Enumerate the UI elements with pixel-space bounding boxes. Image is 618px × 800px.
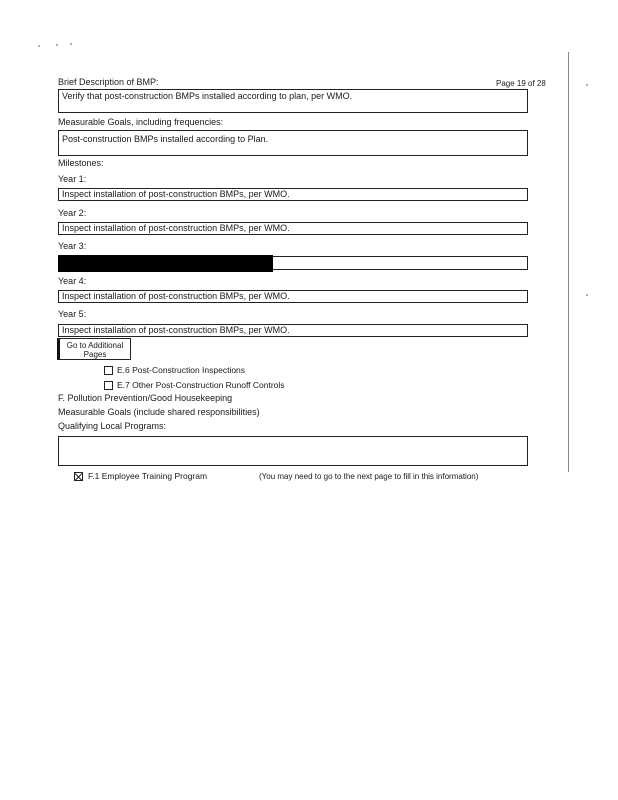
scan-speck (56, 44, 58, 46)
section-f-goals-label: Measurable Goals (include shared responsibilities) (58, 407, 260, 417)
year-4-label: Year 4: (58, 276, 87, 286)
scan-speck (38, 45, 40, 47)
year-5-label: Year 5: (58, 309, 87, 319)
measurable-goals-label: Measurable Goals, including frequencies: (58, 117, 224, 127)
e6-checkbox[interactable] (104, 366, 113, 375)
scan-speck (70, 43, 72, 45)
year-2-label: Year 2: (58, 208, 87, 218)
scan-speck (586, 84, 588, 86)
f1-label: F.1 Employee Training Program (88, 471, 208, 481)
year-2-value: Inspect installation of post-construction BMPs, per WMO. (62, 223, 290, 233)
margin-rule (568, 52, 569, 472)
e7-label: E.7 Other Post-Construction Runoff Controls (117, 380, 285, 390)
year-3-label: Year 3: (58, 241, 87, 251)
brief-description-field[interactable] (58, 89, 528, 113)
year-4-field[interactable] (58, 290, 528, 303)
year-2-field[interactable] (58, 222, 528, 235)
year-1-label: Year 1: (58, 174, 87, 184)
brief-description-label: Brief Description of BMP: (58, 77, 159, 87)
brief-description-value: Verify that post-construction BMPs installed according to plan, per WMO. (62, 91, 353, 101)
additional-pages-button[interactable]: Go to Additional Pages (57, 338, 131, 360)
redaction-bar (58, 255, 273, 272)
page-number: Page 19 of 28 (496, 79, 546, 88)
year-1-value: Inspect installation of post-construction BMPs, per WMO. (62, 189, 290, 199)
qualifying-programs-field[interactable] (58, 436, 528, 466)
e6-label: E.6 Post-Construction Inspections (117, 365, 246, 375)
year-5-field[interactable] (58, 324, 528, 337)
year-4-value: Inspect installation of post-construction BMPs, per WMO. (62, 291, 290, 301)
f1-checkbox[interactable] (74, 472, 83, 481)
e7-checkbox[interactable] (104, 381, 113, 390)
scan-speck (586, 294, 588, 296)
measurable-goals-field[interactable] (58, 130, 528, 156)
measurable-goals-value: Post-construction BMPs installed according to Plan. (62, 134, 269, 144)
year-5-value: Inspect installation of post-construction BMPs, per WMO. (62, 325, 290, 335)
qualifying-programs-label: Qualifying Local Programs: (58, 421, 167, 431)
year-1-field[interactable] (58, 188, 528, 201)
f1-note: (You may need to go to the next page to fill in this information) (259, 472, 479, 481)
section-f-title: F. Pollution Prevention/Good Housekeeping (58, 393, 233, 403)
milestones-label: Milestones: (58, 158, 104, 168)
